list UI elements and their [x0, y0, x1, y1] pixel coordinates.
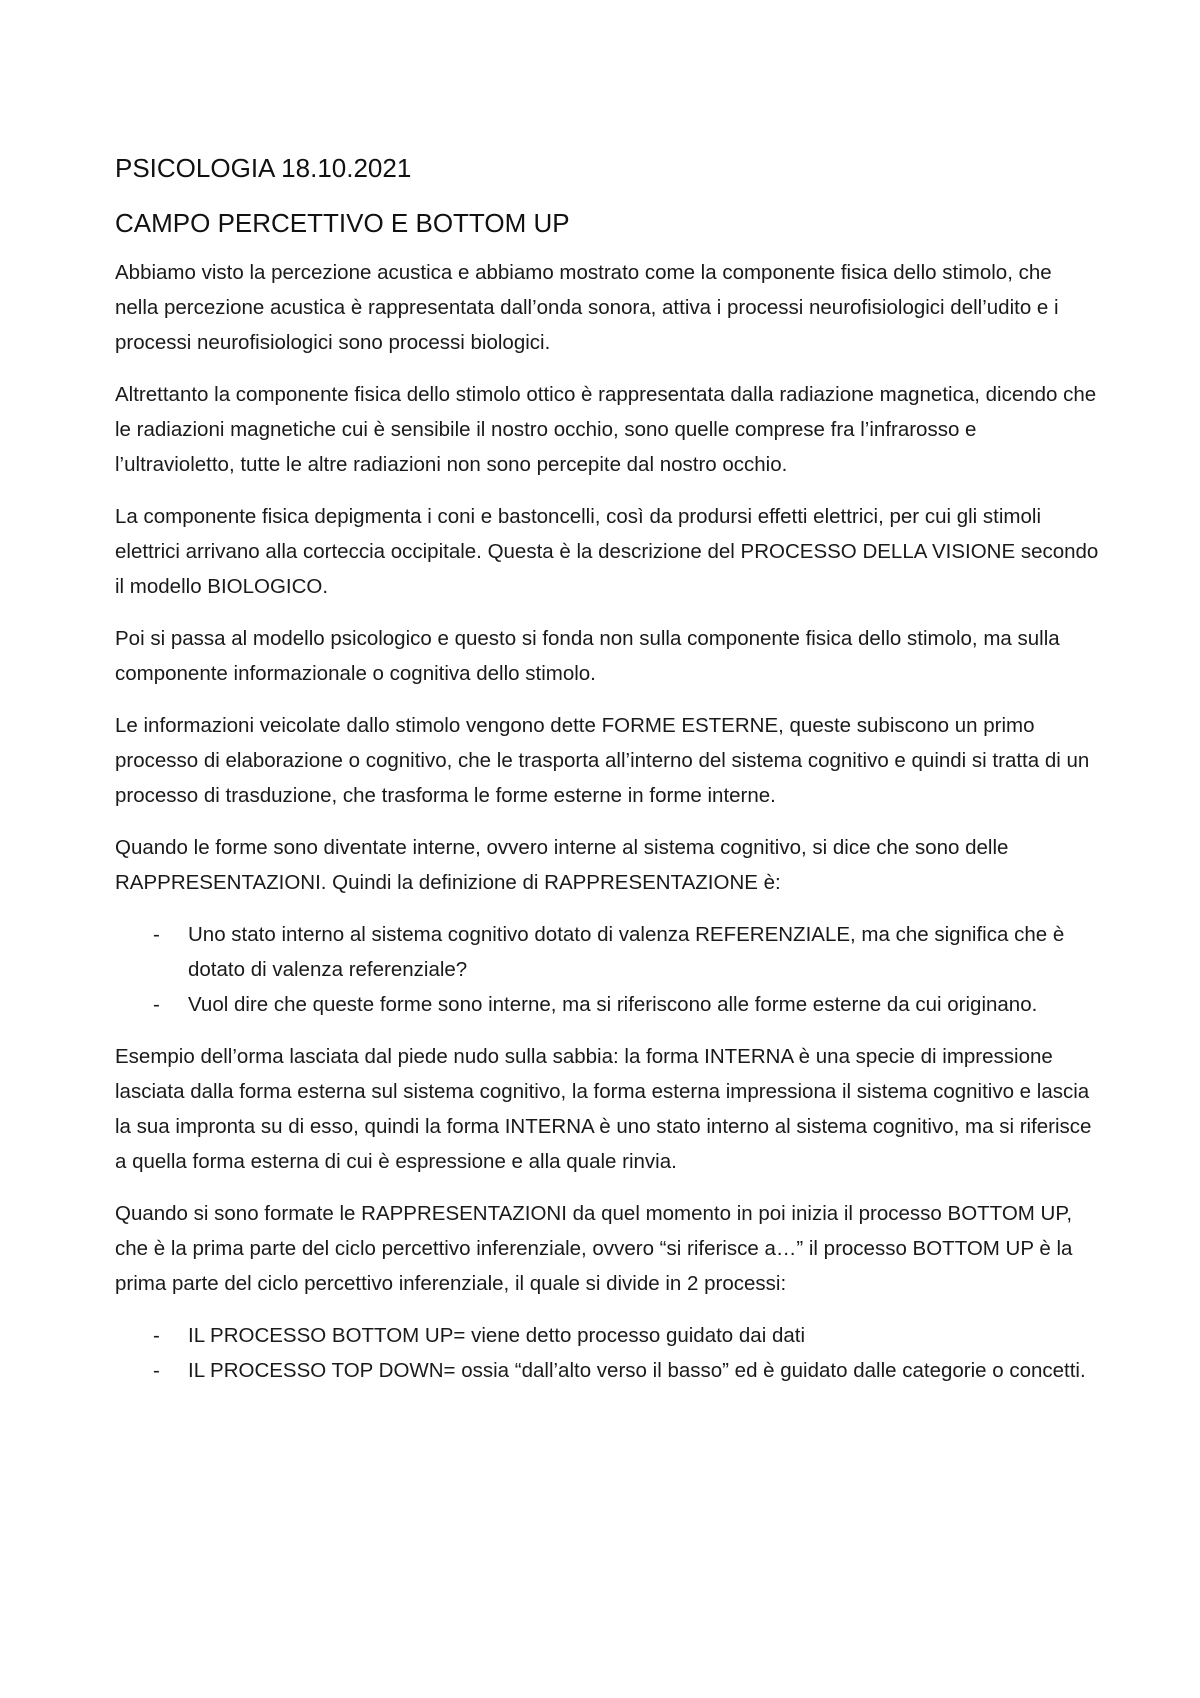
list-item: [115, 917, 1100, 987]
list-item-text: IL PROCESSO TOP DOWN= ossia “dall’alto verso il basso” ed è guidato dalle categorie o concetti.: [188, 1359, 1086, 1382]
bullet-list: [115, 917, 1100, 1022]
paragraph: Le informazioni veicolate dallo stimolo vengono dette FORME ESTERNE, queste subiscono un primo processo di elaborazione o cognitivo, che le trasporta all’interno del sistema cognitivo e quindi si tratta di un processo di trasduzione, che trasforma le forme esterne in forme interne.: [115, 714, 1090, 807]
paragraph: Quando si sono formate le RAPPRESENTAZIONI da quel momento in poi inizia il processo BOTTOM UP, che è la prima parte del ciclo percettivo inferenziale, ovvero “si riferisce a…” il processo BOTTOM UP è la prima parte del ciclo percettivo inferenziale, il quale si divide in 2 processi:: [115, 1202, 1073, 1295]
list-item-text: Uno stato interno al sistema cognitivo dotato di valenza REFERENZIALE, ma che significa che è dotato di valenza referenziale?: [188, 923, 1065, 981]
list-item: [115, 1318, 1100, 1353]
paragraph: Altrettanto la componente fisica dello stimolo ottico è rappresentata dalla radiazione magnetica, dicendo che le radiazioni magnetiche cui è sensibile il nostro occhio, sono quelle comprese fra l’infrarosso e l’ultravioletto, tutte le altre radiazioni non sono percepite dal nostro occhio.: [115, 383, 1097, 476]
paragraph: Abbiamo visto la percezione acustica e abbiamo mostrato come la componente fisica dello stimolo, che nella percezione acustica è rappresentata dall’onda sonora, attiva i processi neurofisiologici dell’udito e i processi neurofisiologici sono processi biologici.: [115, 261, 1059, 354]
document-title: PSICOLOGIA 18.10.2021: [115, 153, 412, 183]
paragraph: Quando le forme sono diventate interne, ovvero interne al sistema cognitivo, si dice che sono delle RAPPRESENTAZIONI. Quindi la definizione di RAPPRESENTAZIONE è:: [115, 836, 1009, 894]
list-item: [115, 1353, 1100, 1388]
bullet-dash: -: [153, 1359, 160, 1382]
bullet-list: [115, 1318, 1100, 1388]
paragraph: Esempio dell’orma lasciata dal piede nudo sulla sabbia: la forma INTERNA è una specie di impressione lasciata dalla forma esterna sul sistema cognitivo, la forma esterna impressiona il sistema cognitivo e lascia la sua impronta su di esso, quindi la forma INTERNA è uno stato interno al sistema cognitivo, ma si riferisce a quella forma esterna di cui è espressione e alla quale rinvia.: [115, 1045, 1092, 1173]
list-item: [115, 987, 1100, 1022]
section-heading: CAMPO PERCETTIVO E BOTTOM UP: [115, 208, 570, 238]
bullet-dash: -: [153, 923, 160, 946]
bullet-dash: -: [153, 993, 160, 1016]
list-item-text: Vuol dire che queste forme sono interne, ma si riferiscono alle forme esterne da cui originano.: [188, 993, 1038, 1016]
paragraph: Poi si passa al modello psicologico e questo si fonda non sulla componente fisica dello stimolo, ma sulla componente informazionale o cognitiva dello stimolo.: [115, 627, 1060, 685]
bullet-dash: -: [153, 1324, 160, 1347]
list-item-text: IL PROCESSO BOTTOM UP= viene detto processo guidato dai dati: [188, 1324, 806, 1347]
document-body: [115, 150, 1100, 1405]
paragraph: La componente fisica depigmenta i coni e bastoncelli, così da prodursi effetti elettrici, per cui gli stimoli elettrici arrivano alla corteccia occipitale. Questa è la descrizione del PROCESSO DELLA VISIONE secondo il modello BIOLOGICO.: [115, 505, 1099, 598]
